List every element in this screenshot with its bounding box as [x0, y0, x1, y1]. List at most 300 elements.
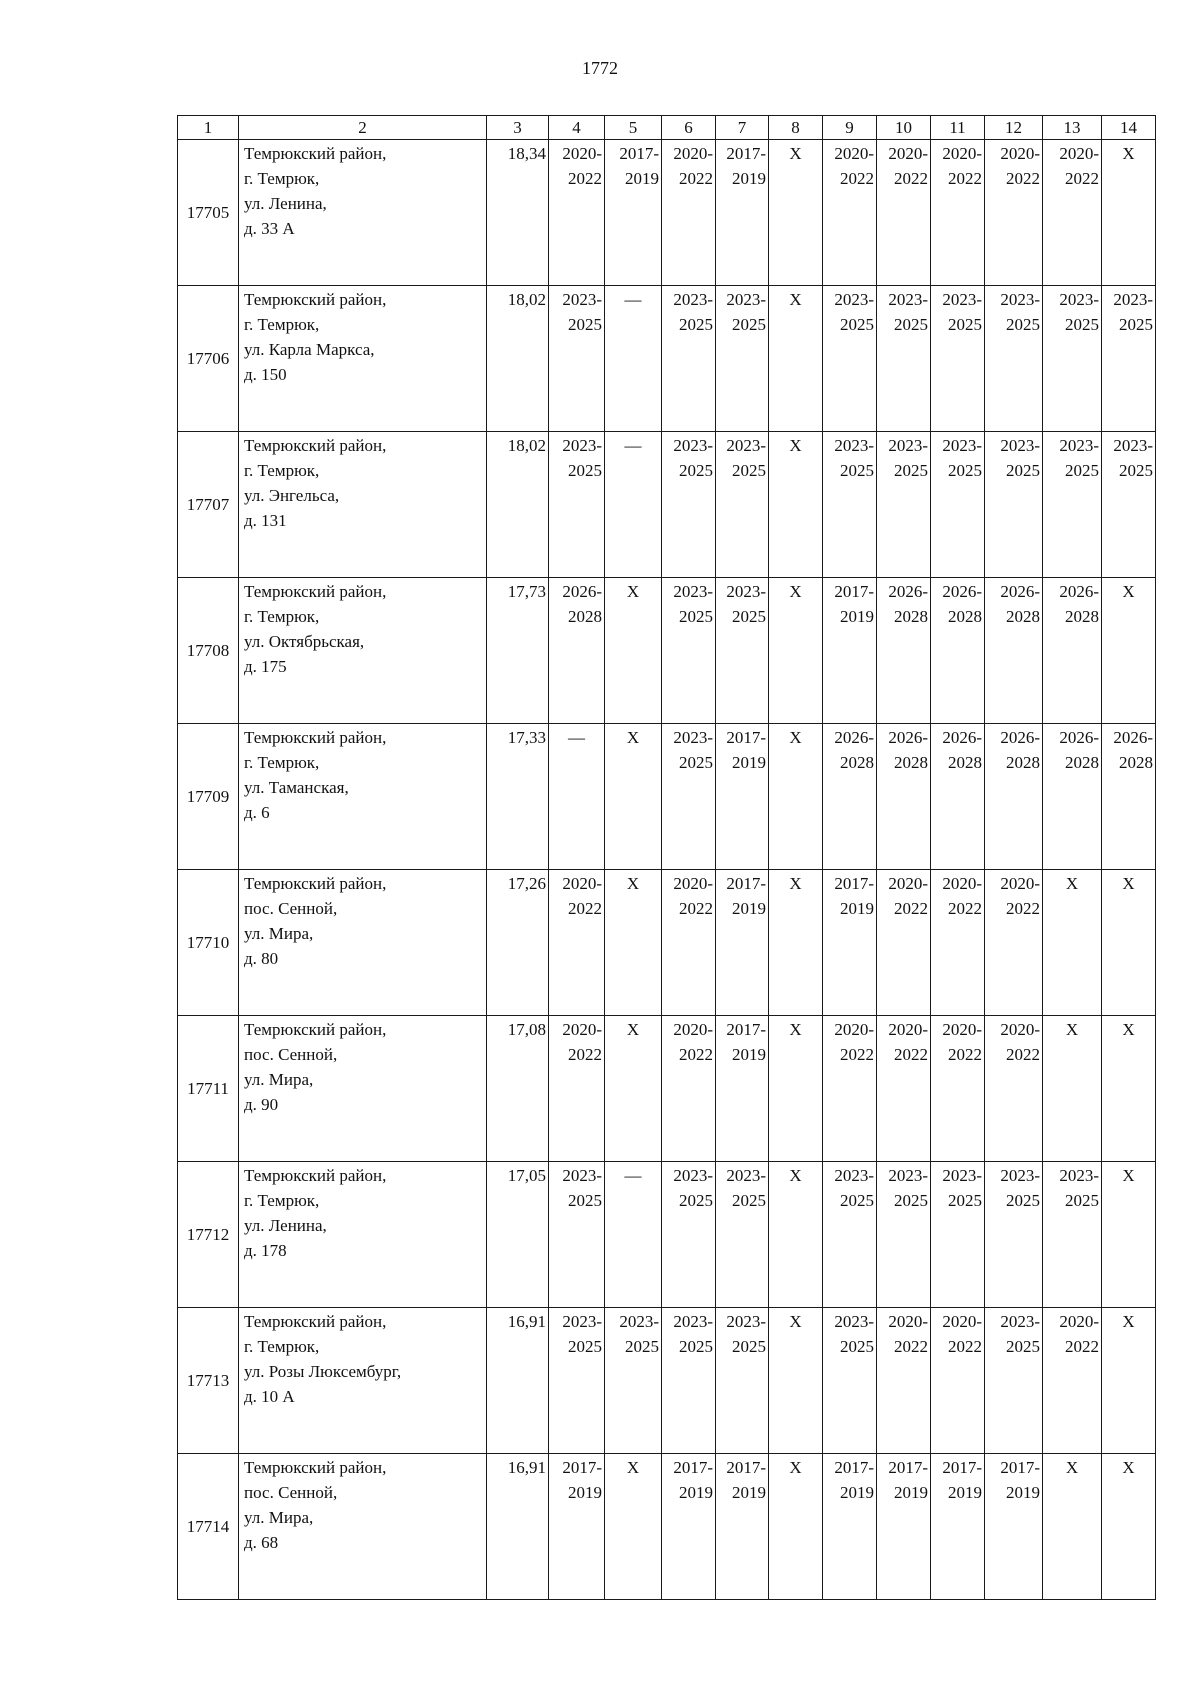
- period-start: 2023-: [562, 1312, 602, 1331]
- address-line: г. Темрюк,: [244, 461, 320, 480]
- period-end: 2025: [1006, 1191, 1040, 1210]
- period-cell: [716, 140, 769, 286]
- period-start: 2020-: [562, 1020, 602, 1039]
- table-row: [178, 432, 1156, 578]
- period-cell: Х: [1102, 1308, 1156, 1454]
- column-header-6: 6: [662, 116, 716, 140]
- address-line: ул. Ленина,: [244, 194, 327, 213]
- table-row: [178, 286, 1156, 432]
- period-end: 2028: [1006, 753, 1040, 772]
- period-end: 2025: [625, 1337, 659, 1356]
- period-cell: [1102, 432, 1156, 578]
- period-cell: [823, 1016, 877, 1162]
- period-end: 2022: [1006, 899, 1040, 918]
- period-start: 2026-: [562, 582, 602, 601]
- table-header: [178, 116, 1156, 140]
- period-cell: [1043, 432, 1102, 578]
- address-cell: [239, 1162, 487, 1308]
- period-cell: [662, 1016, 716, 1162]
- period-end: 2019: [894, 1483, 928, 1502]
- period-end: 2022: [948, 1337, 982, 1356]
- address-line: г. Темрюк,: [244, 1337, 320, 1356]
- column-header-5: 5: [605, 116, 662, 140]
- address-line: Темрюкский район,: [244, 1166, 387, 1185]
- period-end: 2019: [840, 1483, 874, 1502]
- period-end: 2019: [625, 169, 659, 188]
- value-cell: 17,26: [487, 870, 549, 1016]
- period-end: 2025: [679, 1337, 713, 1356]
- period-cell: [877, 140, 931, 286]
- period-start: 2020-: [673, 1020, 713, 1039]
- period-start: 2020-: [1000, 144, 1040, 163]
- period-cell: Х: [769, 1454, 823, 1600]
- table-row: [178, 1454, 1156, 1600]
- period-cell: [823, 578, 877, 724]
- value-cell: 16,91: [487, 1308, 549, 1454]
- period-start: 2020-: [888, 1020, 928, 1039]
- period-start: 2023-: [673, 1312, 713, 1331]
- period-cell: —: [605, 1162, 662, 1308]
- period-start: 2026-: [888, 582, 928, 601]
- period-cell: Х: [605, 724, 662, 870]
- period-start: 2026-: [1059, 582, 1099, 601]
- period-end: 2022: [1006, 169, 1040, 188]
- period-cell: [662, 432, 716, 578]
- period-start: 2020-: [888, 1312, 928, 1331]
- period-cell: [1043, 1162, 1102, 1308]
- period-start: 2023-: [942, 1166, 982, 1185]
- period-end: 2028: [894, 607, 928, 626]
- period-cell: [877, 1454, 931, 1600]
- period-cell: [877, 1016, 931, 1162]
- row-number: 17712: [178, 1162, 239, 1308]
- period-cell: [716, 870, 769, 1016]
- period-start: 2020-: [834, 144, 874, 163]
- period-cell: [823, 140, 877, 286]
- period-cell: Х: [769, 870, 823, 1016]
- period-end: 2025: [732, 607, 766, 626]
- period-cell: [662, 724, 716, 870]
- period-start: 2026-: [1000, 582, 1040, 601]
- period-end: 2022: [840, 1045, 874, 1064]
- period-cell: [985, 724, 1043, 870]
- period-start: 2026-: [1059, 728, 1099, 747]
- address-line: Темрюкский район,: [244, 1020, 387, 1039]
- period-end: 2019: [948, 1483, 982, 1502]
- period-start: 2023-: [673, 290, 713, 309]
- period-start: 2017-: [673, 1458, 713, 1477]
- period-cell: Х: [1102, 1016, 1156, 1162]
- period-end: 2025: [732, 315, 766, 334]
- period-start: 2023-: [726, 1312, 766, 1331]
- column-header-2: 2: [239, 116, 487, 140]
- column-header-14: 14: [1102, 116, 1156, 140]
- address-line: г. Темрюк,: [244, 607, 320, 626]
- address-cell: [239, 1016, 487, 1162]
- period-end: 2028: [840, 753, 874, 772]
- period-end: 2025: [948, 461, 982, 480]
- period-start: 2020-: [888, 874, 928, 893]
- period-end: 2025: [732, 1191, 766, 1210]
- period-cell: [931, 1162, 985, 1308]
- table-row: [178, 724, 1156, 870]
- period-cell: Х: [1102, 870, 1156, 1016]
- period-cell: [662, 1454, 716, 1600]
- period-start: 2023-: [562, 1166, 602, 1185]
- table-row: [178, 870, 1156, 1016]
- period-end: 2025: [568, 315, 602, 334]
- period-end: 2019: [732, 1045, 766, 1064]
- period-start: 2020-: [562, 874, 602, 893]
- address-line: Темрюкский район,: [244, 144, 387, 163]
- period-end: 2019: [840, 899, 874, 918]
- period-end: 2025: [679, 1191, 713, 1210]
- address-line: ул. Мира,: [244, 1070, 314, 1089]
- address-line: Темрюкский район,: [244, 436, 387, 455]
- period-start: 2023-: [673, 1166, 713, 1185]
- address-line: пос. Сенной,: [244, 899, 338, 918]
- period-cell: [877, 1162, 931, 1308]
- period-cell: [985, 870, 1043, 1016]
- value-cell: 18,02: [487, 286, 549, 432]
- period-end: 2022: [679, 899, 713, 918]
- row-number: 17709: [178, 724, 239, 870]
- address-line: пос. Сенной,: [244, 1045, 338, 1064]
- table-body: [178, 140, 1156, 1600]
- period-end: 2028: [894, 753, 928, 772]
- period-cell: [549, 1454, 605, 1600]
- address-line: д. 150: [244, 365, 287, 384]
- period-start: 2017-: [888, 1458, 928, 1477]
- period-cell: [985, 578, 1043, 724]
- column-header-4: 4: [549, 116, 605, 140]
- period-cell: [823, 432, 877, 578]
- address-line: Темрюкский район,: [244, 874, 387, 893]
- column-header-1: 1: [178, 116, 239, 140]
- column-header-8: 8: [769, 116, 823, 140]
- period-cell: [549, 1016, 605, 1162]
- period-start: 2020-: [942, 144, 982, 163]
- period-start: 2020-: [942, 1020, 982, 1039]
- period-cell: [716, 1308, 769, 1454]
- period-start: 2020-: [1000, 874, 1040, 893]
- period-end: 2025: [894, 315, 928, 334]
- period-end: 2019: [732, 899, 766, 918]
- period-start: 2023-: [562, 436, 602, 455]
- address-cell: [239, 870, 487, 1016]
- period-start: 2026-: [1113, 728, 1153, 747]
- table-row: [178, 1308, 1156, 1454]
- period-start: 2026-: [1000, 728, 1040, 747]
- row-number: 17714: [178, 1454, 239, 1600]
- period-cell: Х: [605, 578, 662, 724]
- period-start: 2017-: [726, 728, 766, 747]
- period-end: 2022: [679, 169, 713, 188]
- period-start: 2023-: [673, 582, 713, 601]
- address-line: д. 131: [244, 511, 287, 530]
- address-line: ул. Розы Люксембург,: [244, 1362, 402, 1381]
- address-line: Темрюкский район,: [244, 1458, 387, 1477]
- period-end: 2025: [840, 1191, 874, 1210]
- period-end: 2028: [1065, 753, 1099, 772]
- table-row: [178, 578, 1156, 724]
- period-cell: [716, 724, 769, 870]
- period-cell: Х: [1043, 1454, 1102, 1600]
- column-header-11: 11: [931, 116, 985, 140]
- period-cell: [985, 1308, 1043, 1454]
- row-number: 17708: [178, 578, 239, 724]
- period-start: 2017-: [726, 144, 766, 163]
- period-cell: Х: [1043, 870, 1102, 1016]
- address-line: ул. Октябрьская,: [244, 632, 365, 651]
- value-cell: 18,02: [487, 432, 549, 578]
- period-cell: Х: [605, 1016, 662, 1162]
- period-start: 2023-: [942, 436, 982, 455]
- period-cell: [1043, 286, 1102, 432]
- period-cell: [1043, 1308, 1102, 1454]
- period-start: 2017-: [834, 1458, 874, 1477]
- period-end: 2025: [1006, 315, 1040, 334]
- address-line: Темрюкский район,: [244, 290, 387, 309]
- period-cell: Х: [769, 724, 823, 870]
- period-end: 2019: [1006, 1483, 1040, 1502]
- period-start: 2023-: [888, 290, 928, 309]
- period-end: 2028: [1006, 607, 1040, 626]
- period-cell: [549, 1162, 605, 1308]
- period-end: 2022: [894, 169, 928, 188]
- period-end: 2025: [679, 607, 713, 626]
- column-header-9: 9: [823, 116, 877, 140]
- period-end: 2025: [1065, 1191, 1099, 1210]
- period-end: 2022: [894, 1045, 928, 1064]
- address-line: г. Темрюк,: [244, 315, 320, 334]
- period-start: 2023-: [562, 290, 602, 309]
- period-end: 2019: [568, 1483, 602, 1502]
- period-start: 2023-: [1113, 290, 1153, 309]
- period-end: 2028: [948, 607, 982, 626]
- period-end: 2022: [894, 899, 928, 918]
- address-cell: [239, 286, 487, 432]
- period-start: 2020-: [1000, 1020, 1040, 1039]
- address-cell: [239, 724, 487, 870]
- period-cell: [662, 870, 716, 1016]
- period-cell: [931, 724, 985, 870]
- period-cell: [823, 1454, 877, 1600]
- period-start: 2023-: [726, 290, 766, 309]
- period-start: 2023-: [673, 728, 713, 747]
- period-cell: —: [605, 286, 662, 432]
- period-end: 2028: [1119, 753, 1153, 772]
- period-cell: —: [605, 432, 662, 578]
- period-cell: [823, 1308, 877, 1454]
- period-end: 2028: [948, 753, 982, 772]
- period-cell: Х: [769, 432, 823, 578]
- address-line: д. 10 А: [244, 1387, 295, 1406]
- period-end: 2019: [732, 753, 766, 772]
- period-cell: [549, 1308, 605, 1454]
- period-cell: —: [549, 724, 605, 870]
- period-start: 2023-: [726, 1166, 766, 1185]
- period-cell: [931, 1454, 985, 1600]
- period-cell: Х: [769, 140, 823, 286]
- period-start: 2026-: [834, 728, 874, 747]
- value-cell: 16,91: [487, 1454, 549, 1600]
- period-start: 2017-: [834, 582, 874, 601]
- table-row: [178, 1162, 1156, 1308]
- period-cell: [931, 140, 985, 286]
- address-cell: [239, 578, 487, 724]
- address-line: ул. Карла Маркса,: [244, 340, 375, 359]
- period-cell: [716, 1162, 769, 1308]
- address-line: д. 90: [244, 1095, 279, 1114]
- period-cell: [823, 1162, 877, 1308]
- row-number: 17706: [178, 286, 239, 432]
- period-start: 2020-: [673, 144, 713, 163]
- address-line: Темрюкский район,: [244, 728, 387, 747]
- period-cell: Х: [605, 1454, 662, 1600]
- period-end: 2022: [894, 1337, 928, 1356]
- period-start: 2020-: [1059, 1312, 1099, 1331]
- address-line: г. Темрюк,: [244, 169, 320, 188]
- period-end: 2025: [732, 1337, 766, 1356]
- period-start: 2023-: [888, 436, 928, 455]
- address-line: пос. Сенной,: [244, 1483, 338, 1502]
- address-cell: [239, 1308, 487, 1454]
- period-end: 2019: [732, 169, 766, 188]
- period-cell: [1043, 578, 1102, 724]
- period-end: 2025: [1065, 315, 1099, 334]
- period-cell: Х: [769, 578, 823, 724]
- period-cell: [549, 140, 605, 286]
- period-start: 2023-: [726, 582, 766, 601]
- address-line: д. 68: [244, 1533, 279, 1552]
- period-start: 2026-: [888, 728, 928, 747]
- address-line: д. 6: [244, 803, 270, 822]
- period-cell: [1043, 724, 1102, 870]
- period-cell: [716, 432, 769, 578]
- period-start: 2023-: [1059, 1166, 1099, 1185]
- period-start: 2023-: [834, 290, 874, 309]
- period-start: 2026-: [942, 582, 982, 601]
- period-start: 2017-: [562, 1458, 602, 1477]
- period-cell: Х: [1102, 1162, 1156, 1308]
- period-start: 2017-: [726, 874, 766, 893]
- address-line: г. Темрюк,: [244, 753, 320, 772]
- row-number: 17711: [178, 1016, 239, 1162]
- period-start: 2023-: [1059, 290, 1099, 309]
- column-header-7: 7: [716, 116, 769, 140]
- period-cell: [549, 286, 605, 432]
- period-cell: [549, 870, 605, 1016]
- period-end: 2025: [894, 461, 928, 480]
- period-start: 2023-: [1113, 436, 1153, 455]
- table-row: [178, 1016, 1156, 1162]
- address-cell: [239, 140, 487, 286]
- address-line: г. Темрюк,: [244, 1191, 320, 1210]
- period-end: 2022: [568, 1045, 602, 1064]
- period-end: 2022: [679, 1045, 713, 1064]
- period-cell: [716, 1454, 769, 1600]
- period-end: 2019: [840, 607, 874, 626]
- period-end: 2025: [568, 1337, 602, 1356]
- period-cell: [985, 1162, 1043, 1308]
- period-end: 2028: [1065, 607, 1099, 626]
- period-start: 2023-: [1059, 436, 1099, 455]
- period-cell: [662, 1162, 716, 1308]
- period-cell: [1102, 286, 1156, 432]
- period-start: 2023-: [673, 436, 713, 455]
- period-end: 2025: [679, 753, 713, 772]
- period-cell: [877, 432, 931, 578]
- period-start: 2017-: [726, 1458, 766, 1477]
- address-line: д. 178: [244, 1241, 287, 1260]
- period-end: 2025: [840, 1337, 874, 1356]
- period-start: 2017-: [942, 1458, 982, 1477]
- period-start: 2017-: [1000, 1458, 1040, 1477]
- period-cell: [877, 1308, 931, 1454]
- period-cell: [931, 286, 985, 432]
- period-end: 2022: [1006, 1045, 1040, 1064]
- period-start: 2023-: [1000, 436, 1040, 455]
- value-cell: 18,34: [487, 140, 549, 286]
- period-start: 2023-: [834, 436, 874, 455]
- address-line: Темрюкский район,: [244, 582, 387, 601]
- period-end: 2022: [1065, 1337, 1099, 1356]
- period-end: 2022: [568, 899, 602, 918]
- period-cell: [985, 1454, 1043, 1600]
- period-cell: Х: [1102, 140, 1156, 286]
- column-header-12: 12: [985, 116, 1043, 140]
- address-line: ул. Мира,: [244, 1508, 314, 1527]
- period-cell: [877, 578, 931, 724]
- period-cell: [662, 1308, 716, 1454]
- period-cell: [931, 870, 985, 1016]
- period-end: 2025: [948, 1191, 982, 1210]
- period-end: 2025: [894, 1191, 928, 1210]
- period-cell: [823, 286, 877, 432]
- period-end: 2025: [948, 315, 982, 334]
- period-end: 2025: [840, 461, 874, 480]
- period-cell: [877, 870, 931, 1016]
- period-cell: [985, 140, 1043, 286]
- period-start: 2023-: [619, 1312, 659, 1331]
- period-cell: Х: [769, 1016, 823, 1162]
- period-cell: [931, 1016, 985, 1162]
- period-cell: [605, 1308, 662, 1454]
- period-cell: [985, 286, 1043, 432]
- period-cell: [716, 286, 769, 432]
- period-end: 2025: [1065, 461, 1099, 480]
- row-number: 17707: [178, 432, 239, 578]
- period-start: 2023-: [834, 1312, 874, 1331]
- period-end: 2022: [840, 169, 874, 188]
- period-cell: [605, 140, 662, 286]
- period-end: 2025: [1119, 461, 1153, 480]
- column-header-3: 3: [487, 116, 549, 140]
- period-cell: [1043, 140, 1102, 286]
- row-number: 17710: [178, 870, 239, 1016]
- table-row: [178, 140, 1156, 286]
- period-cell: [985, 1016, 1043, 1162]
- row-number: 17705: [178, 140, 239, 286]
- period-start: 2023-: [1000, 1312, 1040, 1331]
- period-cell: [823, 870, 877, 1016]
- period-cell: [877, 724, 931, 870]
- header-row: [178, 116, 1156, 140]
- period-end: 2019: [732, 1483, 766, 1502]
- period-end: 2025: [840, 315, 874, 334]
- period-cell: Х: [769, 1308, 823, 1454]
